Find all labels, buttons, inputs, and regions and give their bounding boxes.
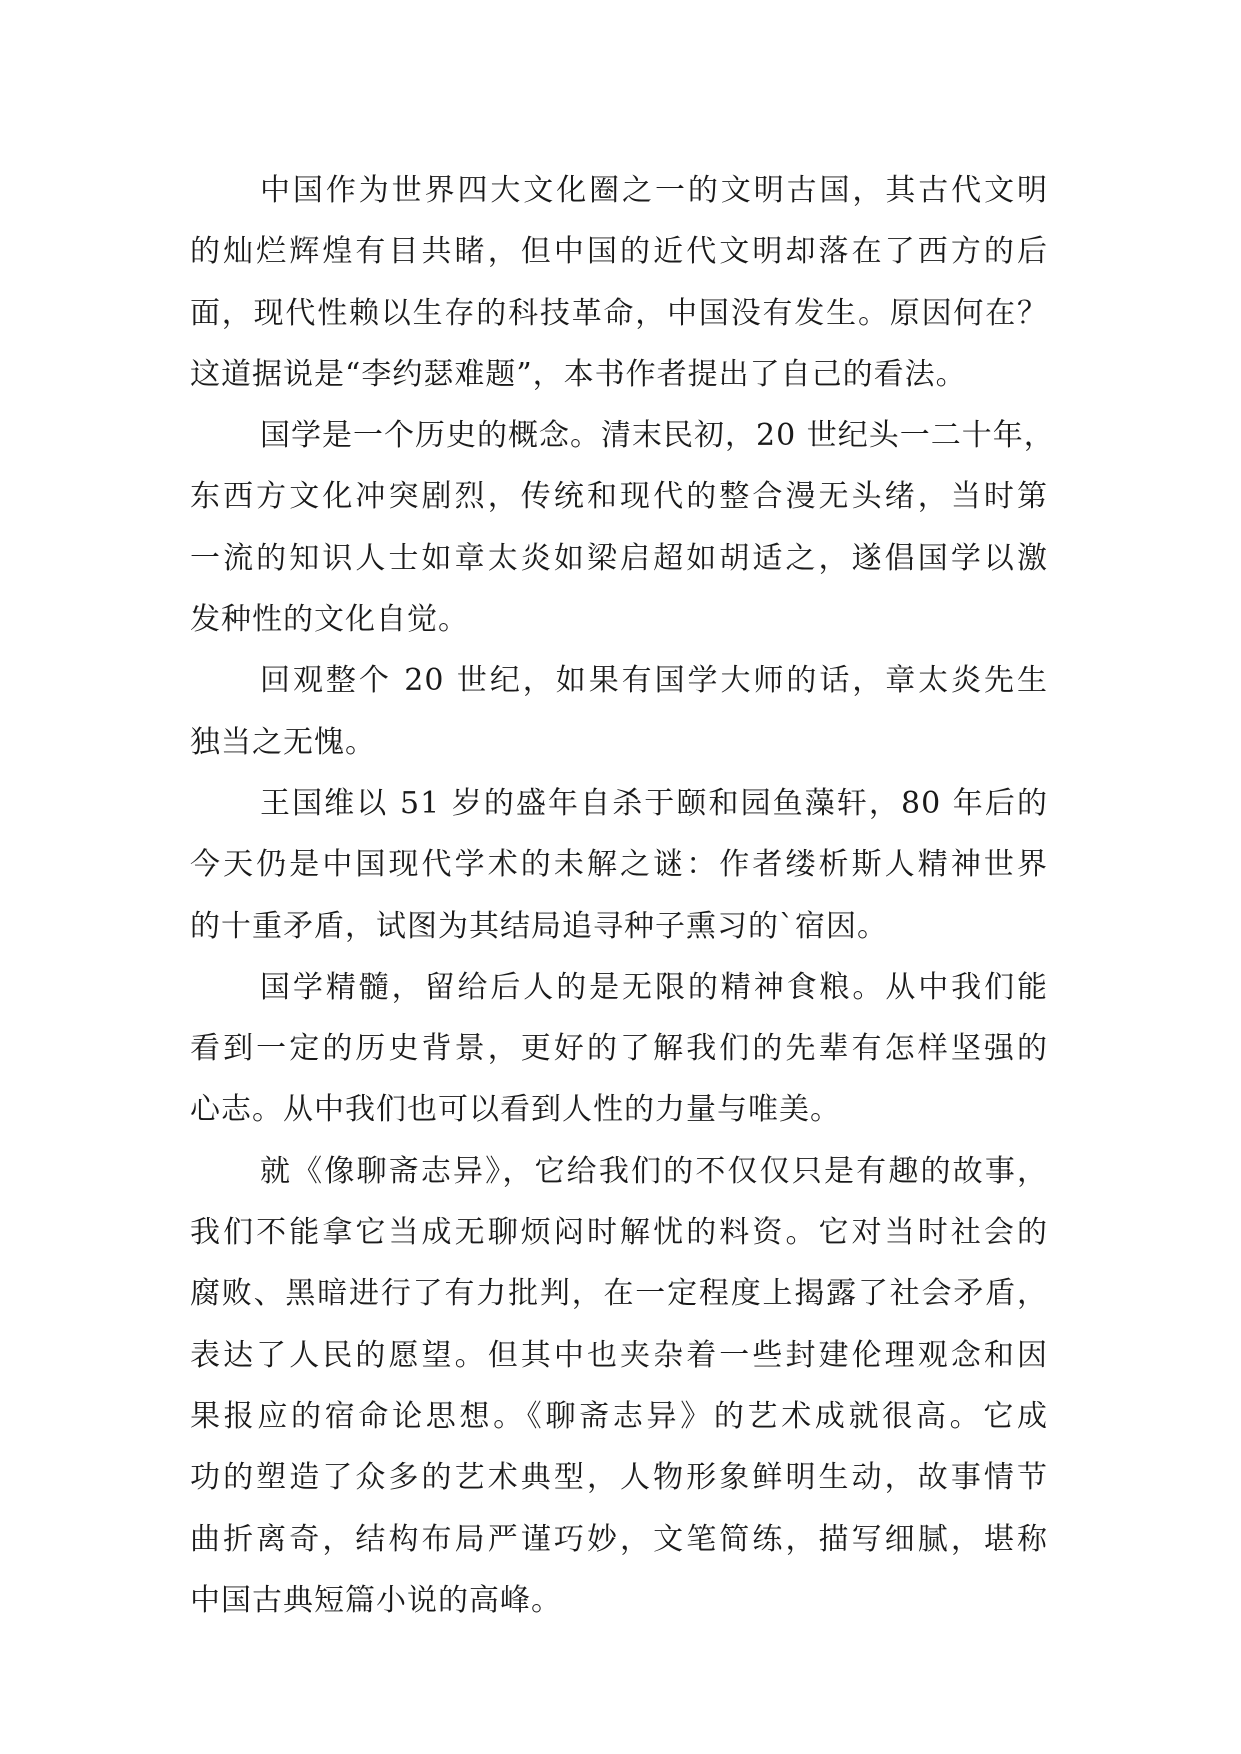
paragraph-1-line-4: 这道据说是“李约瑟难题”，本书作者提出了自己的看法。 [190, 356, 967, 392]
paragraph-6-line-2: 我们不能拿它当成无聊烦闷时解忧的料资。它对当时社会的 [190, 1215, 1048, 1251]
paragraph-6-line-1: 就《像聊斋志异》，它给我们的不仅仅只是有趣的故事， [260, 1153, 1048, 1189]
paragraph-3-line-2: 独当之无愧。 [190, 724, 376, 760]
paragraph-5-line-2: 看到一定的历史背景，更好的了解我们的先辈有怎样坚强的 [190, 1031, 1048, 1067]
paragraph-4-line-3: 的十重矛盾，试图为其结局追寻种子熏习的`宿因。 [190, 908, 888, 944]
paragraph-2-line-4: 发种性的文化自觉。 [190, 602, 469, 638]
paragraph-6-line-7: 曲折离奇，结构布局严谨巧妙，文笔简练，描写细腻，堪称 [190, 1521, 1048, 1557]
paragraph-4-line-2: 今天仍是中国现代学术的未解之谜：作者缕析斯人精神世界 [190, 847, 1048, 883]
paragraph-6-line-8: 中国古典短篇小说的高峰。 [190, 1582, 562, 1618]
paragraph-4-line-1: 王国维以 51 岁的盛年自杀于颐和园鱼藻轩，80 年后的 [260, 785, 1048, 821]
paragraph-1-line-3: 面，现代性赖以生存的科技革命，中国没有发生。原因何在？ [190, 295, 1048, 331]
paragraph-5-line-1: 国学精髓，留给后人的是无限的精神食粮。从中我们能 [260, 969, 1048, 1005]
paragraph-2-line-1: 国学是一个历史的概念。清末民初，20 世纪头一二十年， [260, 418, 1055, 454]
paragraph-2-line-2: 东西方文化冲突剧烈，传统和现代的整合漫无头绪，当时第 [190, 479, 1048, 515]
paragraph-1-line-2: 的灿烂辉煌有目共睹，但中国的近代文明却落在了西方的后 [190, 234, 1048, 270]
document-body [190, 160, 1055, 1631]
paragraph-6-line-3: 腐败、黑暗进行了有力批判，在一定程度上揭露了社会矛盾， [190, 1276, 1048, 1312]
paragraph-1-line-1: 中国作为世界四大文化圈之一的文明古国，其古代文明 [260, 173, 1048, 208]
paragraph-6-line-5: 果报应的宿命论思想。《聊斋志异》的艺术成就很高。它成 [190, 1398, 1048, 1434]
paragraph-3-line-1: 回观整个 20 世纪，如果有国学大师的话，章太炎先生 [260, 663, 1048, 699]
paragraph-6-line-6: 功的塑造了众多的艺术典型，人物形象鲜明生动，故事情节 [190, 1460, 1048, 1496]
paragraph-6-line-4: 表达了人民的愿望。但其中也夹杂着一些封建伦理观念和因 [190, 1337, 1048, 1373]
paragraph-2-line-3: 一流的知识人士如章太炎如梁启超如胡适之，遂倡国学以激 [190, 540, 1048, 576]
paragraph-5-line-3: 心志。从中我们也可以看到人性的力量与唯美。 [190, 1092, 841, 1128]
